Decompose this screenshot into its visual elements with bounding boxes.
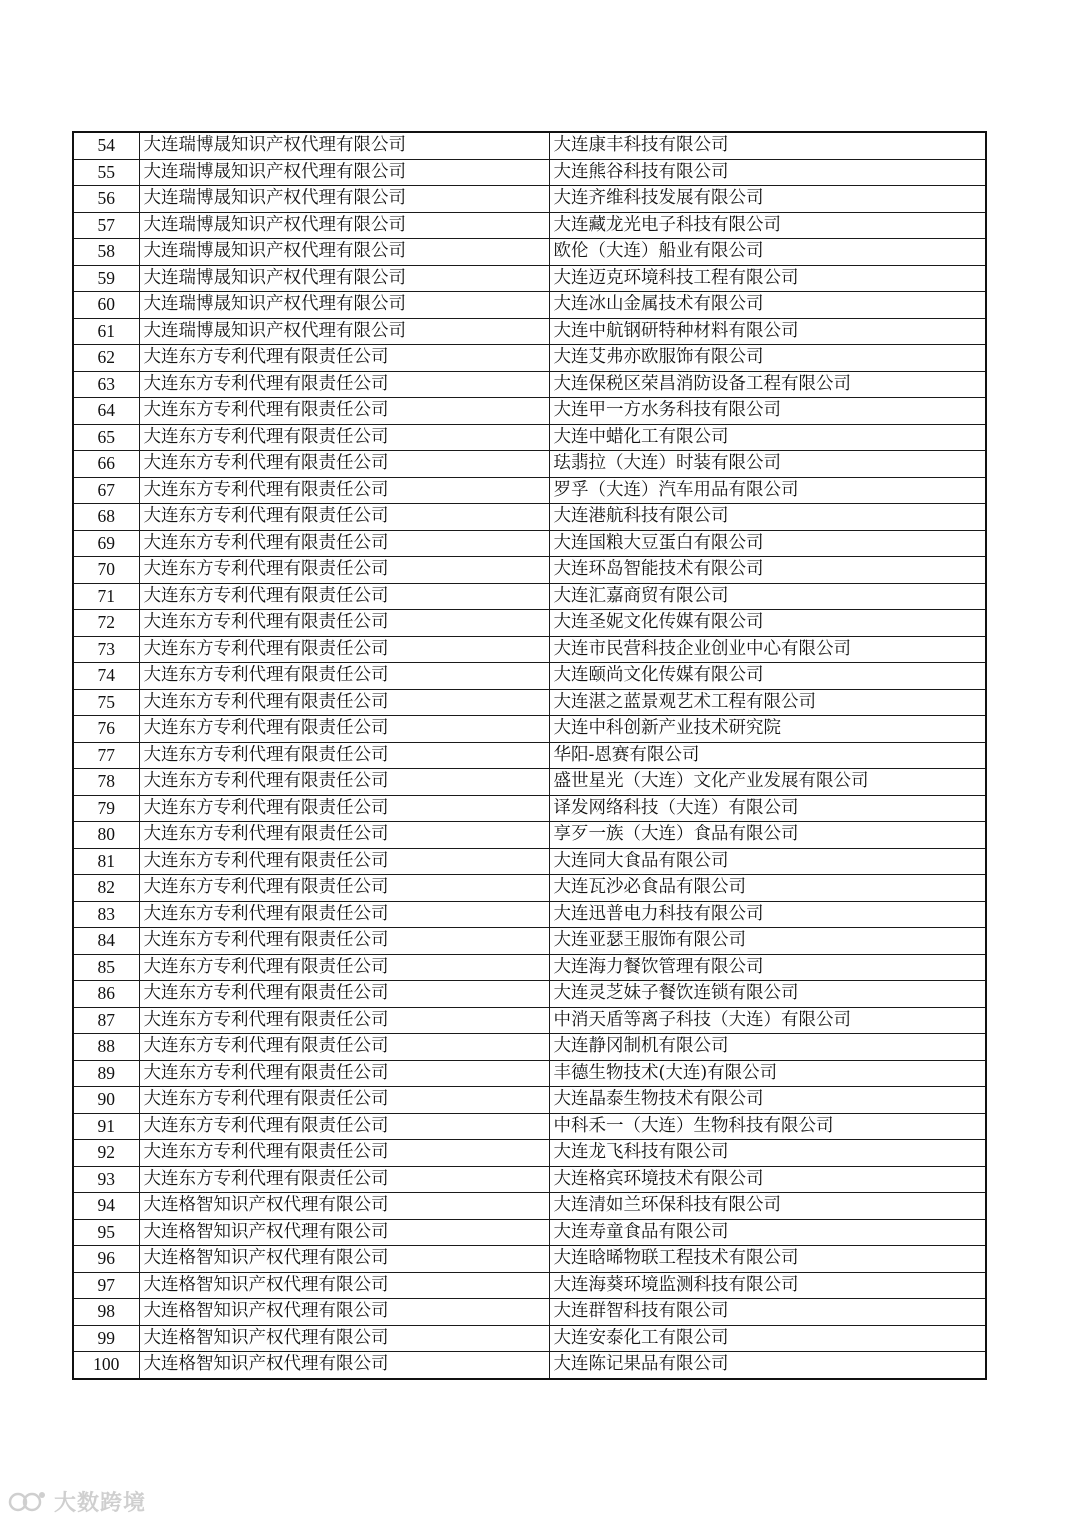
agency-name: 大连东方专利代理有限责任公司 (139, 875, 549, 902)
agency-name: 大连东方专利代理有限责任公司 (139, 636, 549, 663)
table-row (73, 928, 986, 955)
agency-name: 大连东方专利代理有限责任公司 (139, 795, 549, 822)
table-row (73, 875, 986, 902)
table-row (73, 265, 986, 292)
company-table-container (72, 131, 985, 1380)
company-name: 大连汇嘉商贸有限公司 (549, 583, 986, 610)
row-number: 96 (73, 1246, 139, 1273)
company-name: 大连藏龙光电子科技有限公司 (549, 212, 986, 239)
row-number: 84 (73, 928, 139, 955)
agency-name: 大连东方专利代理有限责任公司 (139, 981, 549, 1008)
company-name: 盛世星光（大连）文化产业发展有限公司 (549, 769, 986, 796)
company-name: 大连静冈制机有限公司 (549, 1034, 986, 1061)
row-number: 98 (73, 1299, 139, 1326)
table-row (73, 901, 986, 928)
company-name: 译发网络科技（大连）有限公司 (549, 795, 986, 822)
row-number: 62 (73, 345, 139, 372)
row-number: 74 (73, 663, 139, 690)
agency-name: 大连格智知识产权代理有限公司 (139, 1272, 549, 1299)
agency-name: 大连东方专利代理有限责任公司 (139, 901, 549, 928)
table-row (73, 1007, 986, 1034)
company-name: 大连陈记果品有限公司 (549, 1352, 986, 1379)
agency-name: 大连瑞博晟知识产权代理有限公司 (139, 212, 549, 239)
company-name: 丰德生物技术(大连)有限公司 (549, 1060, 986, 1087)
table-row (73, 1352, 986, 1379)
table-row (73, 689, 986, 716)
company-name: 华阳-恩赛有限公司 (549, 742, 986, 769)
row-number: 58 (73, 239, 139, 266)
table-row (73, 1246, 986, 1273)
company-name: 罗孚（大连）汽车用品有限公司 (549, 477, 986, 504)
agency-name: 大连东方专利代理有限责任公司 (139, 848, 549, 875)
row-number: 75 (73, 689, 139, 716)
company-name: 大连保税区荣昌消防设备工程有限公司 (549, 371, 986, 398)
table-row (73, 451, 986, 478)
agency-name: 大连东方专利代理有限责任公司 (139, 1060, 549, 1087)
table-row (73, 716, 986, 743)
company-name: 大连熊谷科技有限公司 (549, 159, 986, 186)
row-number: 57 (73, 212, 139, 239)
table-row (73, 954, 986, 981)
company-name: 大连齐维科技发展有限公司 (549, 186, 986, 213)
row-number: 72 (73, 610, 139, 637)
company-table (72, 131, 987, 1380)
agency-name: 大连格智知识产权代理有限公司 (139, 1325, 549, 1352)
row-number: 59 (73, 265, 139, 292)
company-name: 大连迅普电力科技有限公司 (549, 901, 986, 928)
table-row (73, 292, 986, 319)
company-name: 大连瓦沙必食品有限公司 (549, 875, 986, 902)
company-name: 中科禾一（大连）生物科技有限公司 (549, 1113, 986, 1140)
table-row (73, 769, 986, 796)
table-row (73, 583, 986, 610)
agency-name: 大连东方专利代理有限责任公司 (139, 1113, 549, 1140)
row-number: 54 (73, 132, 139, 159)
table-row (73, 636, 986, 663)
table-row (73, 159, 986, 186)
row-number: 87 (73, 1007, 139, 1034)
company-name: 大连国粮大豆蛋白有限公司 (549, 530, 986, 557)
row-number: 68 (73, 504, 139, 531)
agency-name: 大连东方专利代理有限责任公司 (139, 371, 549, 398)
table-row (73, 1034, 986, 1061)
agency-name: 大连东方专利代理有限责任公司 (139, 716, 549, 743)
company-name: 大连市民营科技企业创业中心有限公司 (549, 636, 986, 663)
row-number: 90 (73, 1087, 139, 1114)
agency-name: 大连东方专利代理有限责任公司 (139, 451, 549, 478)
row-number: 69 (73, 530, 139, 557)
agency-name: 大连瑞博晟知识产权代理有限公司 (139, 265, 549, 292)
agency-name: 大连东方专利代理有限责任公司 (139, 583, 549, 610)
company-name: 大连艾弗亦欧服饰有限公司 (549, 345, 986, 372)
row-number: 60 (73, 292, 139, 319)
row-number: 93 (73, 1166, 139, 1193)
agency-name: 大连瑞博晟知识产权代理有限公司 (139, 186, 549, 213)
row-number: 86 (73, 981, 139, 1008)
row-number: 95 (73, 1219, 139, 1246)
agency-name: 大连东方专利代理有限责任公司 (139, 504, 549, 531)
table-body (73, 132, 986, 1379)
company-name: 大连环岛智能技术有限公司 (549, 557, 986, 584)
company-name: 大连甲一方水务科技有限公司 (549, 398, 986, 425)
row-number: 88 (73, 1034, 139, 1061)
agency-name: 大连东方专利代理有限责任公司 (139, 345, 549, 372)
table-row (73, 212, 986, 239)
row-number: 71 (73, 583, 139, 610)
table-row (73, 1272, 986, 1299)
table-row (73, 345, 986, 372)
agency-name: 大连东方专利代理有限责任公司 (139, 1007, 549, 1034)
table-row (73, 663, 986, 690)
logo-icon (8, 1489, 48, 1515)
table-row (73, 557, 986, 584)
company-name: 大连安泰化工有限公司 (549, 1325, 986, 1352)
table-row (73, 610, 986, 637)
table-row (73, 981, 986, 1008)
company-name: 大连迈克环境科技工程有限公司 (549, 265, 986, 292)
table-row (73, 504, 986, 531)
table-row (73, 1166, 986, 1193)
table-row (73, 424, 986, 451)
row-number: 67 (73, 477, 139, 504)
table-row (73, 1193, 986, 1220)
table-row (73, 1299, 986, 1326)
table-row (73, 1325, 986, 1352)
table-row (73, 1219, 986, 1246)
row-number: 97 (73, 1272, 139, 1299)
company-name: 大连晶泰生物技术有限公司 (549, 1087, 986, 1114)
company-name: 大连颐尚文化传媒有限公司 (549, 663, 986, 690)
table-row (73, 742, 986, 769)
table-row (73, 239, 986, 266)
company-name: 大连灵芝妹子餐饮连锁有限公司 (549, 981, 986, 1008)
company-name: 中消天盾等离子科技（大连）有限公司 (549, 1007, 986, 1034)
agency-name: 大连格智知识产权代理有限公司 (139, 1193, 549, 1220)
company-name: 大连圣妮文化传媒有限公司 (549, 610, 986, 637)
row-number: 64 (73, 398, 139, 425)
company-name: 大连港航科技有限公司 (549, 504, 986, 531)
company-name: 大连寿童食品有限公司 (549, 1219, 986, 1246)
company-name: 珐翡拉（大连）时装有限公司 (549, 451, 986, 478)
row-number: 83 (73, 901, 139, 928)
company-name: 大连冰山金属技术有限公司 (549, 292, 986, 319)
table-row (73, 1140, 986, 1167)
company-name: 大连晗晞物联工程技术有限公司 (549, 1246, 986, 1273)
row-number: 80 (73, 822, 139, 849)
company-name: 大连中科创新产业技术研究院 (549, 716, 986, 743)
table-row (73, 1087, 986, 1114)
table-row (73, 1113, 986, 1140)
agency-name: 大连东方专利代理有限责任公司 (139, 1166, 549, 1193)
row-number: 91 (73, 1113, 139, 1140)
company-name: 大连群智科技有限公司 (549, 1299, 986, 1326)
row-number: 56 (73, 186, 139, 213)
row-number: 78 (73, 769, 139, 796)
agency-name: 大连格智知识产权代理有限公司 (139, 1352, 549, 1379)
row-number: 92 (73, 1140, 139, 1167)
row-number: 89 (73, 1060, 139, 1087)
table-row (73, 318, 986, 345)
row-number: 82 (73, 875, 139, 902)
company-name: 享歹一族（大连）食品有限公司 (549, 822, 986, 849)
company-name: 大连格宾环境技术有限公司 (549, 1166, 986, 1193)
agency-name: 大连东方专利代理有限责任公司 (139, 1034, 549, 1061)
company-name: 大连亚瑟王服饰有限公司 (549, 928, 986, 955)
company-name: 大连湛之蓝景观艺术工程有限公司 (549, 689, 986, 716)
agency-name: 大连瑞博晟知识产权代理有限公司 (139, 292, 549, 319)
row-number: 94 (73, 1193, 139, 1220)
agency-name: 大连东方专利代理有限责任公司 (139, 557, 549, 584)
table-row (73, 795, 986, 822)
company-name: 大连中蜡化工有限公司 (549, 424, 986, 451)
company-name: 大连中航钢研特种材料有限公司 (549, 318, 986, 345)
row-number: 61 (73, 318, 139, 345)
agency-name: 大连东方专利代理有限责任公司 (139, 663, 549, 690)
table-row (73, 848, 986, 875)
agency-name: 大连瑞博晟知识产权代理有限公司 (139, 159, 549, 186)
agency-name: 大连格智知识产权代理有限公司 (139, 1219, 549, 1246)
row-number: 100 (73, 1352, 139, 1379)
watermark (8, 1486, 146, 1517)
company-name: 大连康丰科技有限公司 (549, 132, 986, 159)
row-number: 81 (73, 848, 139, 875)
agency-name: 大连东方专利代理有限责任公司 (139, 928, 549, 955)
company-name: 大连海葵环境监测科技有限公司 (549, 1272, 986, 1299)
agency-name: 大连东方专利代理有限责任公司 (139, 742, 549, 769)
agency-name: 大连东方专利代理有限责任公司 (139, 1140, 549, 1167)
agency-name: 大连瑞博晟知识产权代理有限公司 (139, 239, 549, 266)
row-number: 79 (73, 795, 139, 822)
row-number: 76 (73, 716, 139, 743)
agency-name: 大连东方专利代理有限责任公司 (139, 689, 549, 716)
company-name: 大连龙飞科技有限公司 (549, 1140, 986, 1167)
agency-name: 大连格智知识产权代理有限公司 (139, 1246, 549, 1273)
agency-name: 大连瑞博晟知识产权代理有限公司 (139, 318, 549, 345)
agency-name: 大连东方专利代理有限责任公司 (139, 610, 549, 637)
agency-name: 大连东方专利代理有限责任公司 (139, 477, 549, 504)
table-row (73, 477, 986, 504)
row-number: 65 (73, 424, 139, 451)
row-number: 63 (73, 371, 139, 398)
agency-name: 大连东方专利代理有限责任公司 (139, 822, 549, 849)
table-row (73, 398, 986, 425)
company-name: 大连清如兰环保科技有限公司 (549, 1193, 986, 1220)
table-row (73, 1060, 986, 1087)
table-row (73, 822, 986, 849)
agency-name: 大连东方专利代理有限责任公司 (139, 769, 549, 796)
row-number: 55 (73, 159, 139, 186)
agency-name: 大连东方专利代理有限责任公司 (139, 530, 549, 557)
row-number: 99 (73, 1325, 139, 1352)
table-row (73, 186, 986, 213)
agency-name: 大连格智知识产权代理有限公司 (139, 1299, 549, 1326)
agency-name: 大连瑞博晟知识产权代理有限公司 (139, 132, 549, 159)
row-number: 66 (73, 451, 139, 478)
row-number: 73 (73, 636, 139, 663)
row-number: 77 (73, 742, 139, 769)
row-number: 70 (73, 557, 139, 584)
table-row (73, 530, 986, 557)
agency-name: 大连东方专利代理有限责任公司 (139, 954, 549, 981)
table-row (73, 132, 986, 159)
row-number: 85 (73, 954, 139, 981)
agency-name: 大连东方专利代理有限责任公司 (139, 1087, 549, 1114)
company-name: 大连海力餐饮管理有限公司 (549, 954, 986, 981)
watermark-text: 大数跨境 (54, 1491, 147, 1516)
table-row (73, 371, 986, 398)
company-name: 大连同大食品有限公司 (549, 848, 986, 875)
company-name: 欧伦（大连）船业有限公司 (549, 239, 986, 266)
agency-name: 大连东方专利代理有限责任公司 (139, 424, 549, 451)
agency-name: 大连东方专利代理有限责任公司 (139, 398, 549, 425)
